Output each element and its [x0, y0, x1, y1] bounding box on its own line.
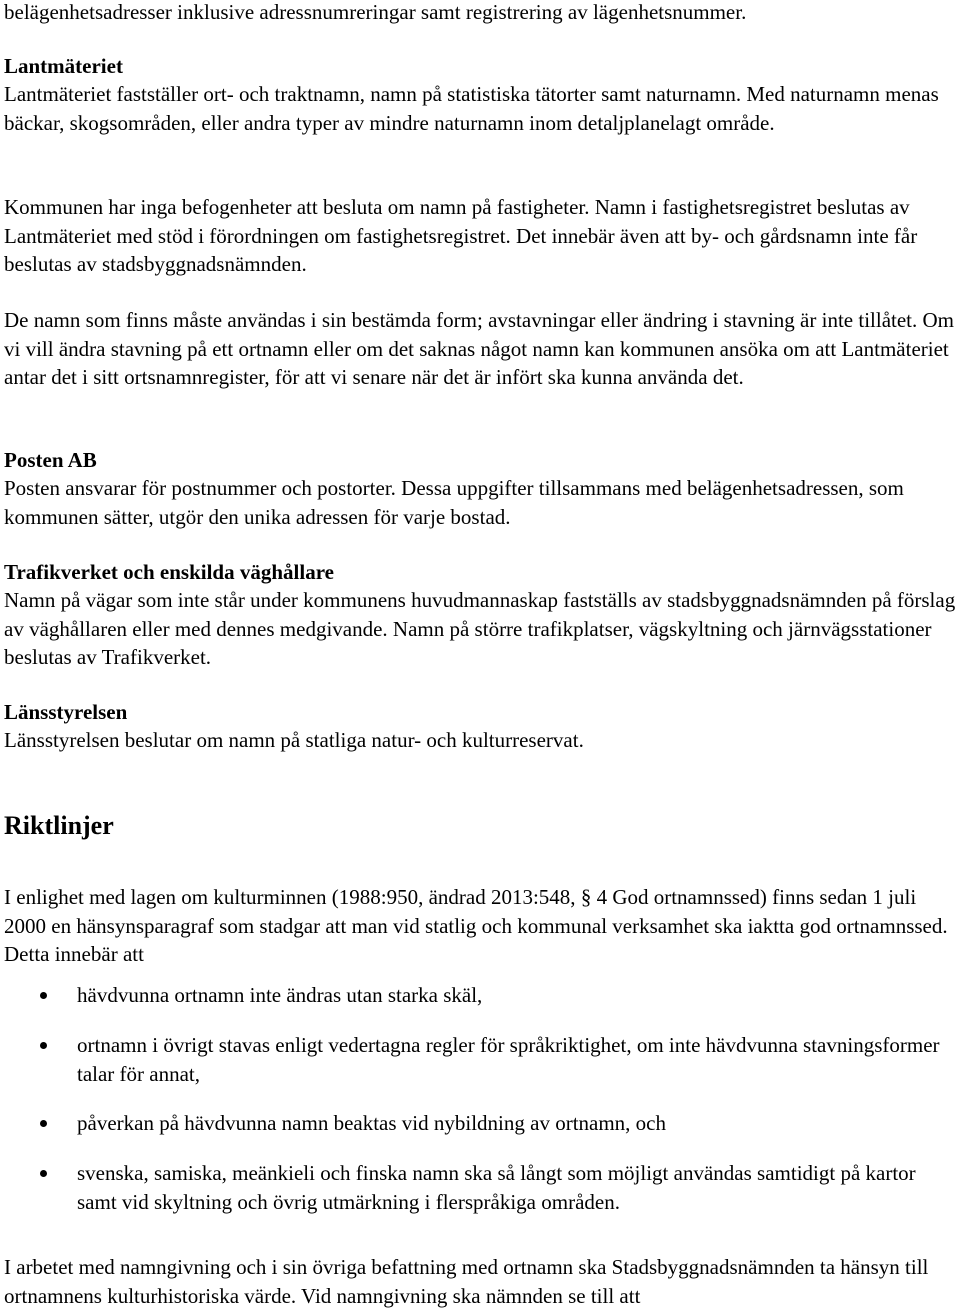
heading-lansstyrelsen: Länsstyrelsen — [4, 700, 128, 724]
bullet-icon — [40, 1170, 47, 1177]
intro-tail-text: belägenhetsadresser inklusive adressnumreringar samt registrering av lägenhetsnummer. — [4, 0, 747, 24]
bullet-icon — [40, 1042, 47, 1049]
list-item-text: svenska, samiska, meänkieli och finska namn ska så långt som möjligt användas samtidigt på kartor samt vid skyltning och övrig utmärkning i flerspråkiga områden. — [77, 1161, 916, 1214]
paragraph-trafikverket: Namn på vägar som inte står under kommunens huvudmannaskap fastställs av stadsbyggnadsnämnden på förslag av väghållaren eller med dennes medgivande. Namn på större trafikplatser, vägskyltning och järnvägsstationer beslutas av Trafikverket. — [4, 588, 956, 669]
heading-posten: Posten AB — [4, 448, 97, 472]
bullet-icon — [40, 992, 47, 999]
bullet-icon — [40, 1120, 47, 1127]
heading-riktlinjer: Riktlinjer — [4, 811, 114, 840]
paragraph-lantmateriet-3: De namn som finns måste användas i sin bestämda form; avstavningar eller ändring i stavning är inte tillåtet. Om vi vill ändra stavning på ett ortnamn eller om det saknas något namn kan kommunen ansöka om att Lantmäteriet antar det i sitt ortsnamnregister, för att vi senare när det är infört ska kunna använda det. — [4, 308, 955, 389]
paragraph-posten: Posten ansvarar för postnummer och postorter. Dessa uppgifter tillsammans med belägenhetsadressen, som kommunen sätter, utgör den unika adressen för varje bostad. — [4, 476, 904, 529]
section-symbol: § — [580, 885, 592, 909]
intro-text-after: 4 God ortnamnssed) finns sedan 1 juli 2000 en hänsynsparagraf som stadgar att man vid statlig och kommunal verksamhet ska iaktta god ortnamnssed. Detta innebär att — [4, 885, 948, 966]
list-item-text: påverkan på hävdvunna namn beaktas vid nybildning av ortnamn, och — [77, 1111, 667, 1135]
heading-lantmateriet: Lantmäteriet — [4, 54, 123, 78]
paragraph-lantmateriet-1: Lantmäteriet fastställer ort- och traktnamn, namn på statistiska tätorter samt naturnamn. Med naturnamn menas bäckar, skogsområden, eller andra typer av mindre naturnamn inom detaljplanelagt område. — [4, 82, 939, 135]
paragraph-lantmateriet-2: Kommunen har inga befogenheter att besluta om namn på fastigheter. Namn i fastighetsregistret beslutas av Lantmäteriet med stöd i förordningen om fastighetsregistret. Det innebär även att by- och gårdsnamn inte får beslutas av stadsbyggnadsnämnden. — [4, 195, 918, 276]
paragraph-riktlinjer-intro — [4, 883, 958, 969]
paragraph-riktlinjer-closing: I arbetet med namngivning och i sin övriga befattning med ortnamn ska Stadsbyggnadsnämnden ta hänsyn till ortnamnens kulturhistoriska värde. Vid namngivning ska nämnden se till att — [4, 1255, 929, 1308]
list-item-text: hävdvunna ortnamn inte ändras utan starka skäl, — [77, 983, 483, 1007]
intro-text-before: I enlighet med lagen om kulturminnen (1988:950, ändrad 2013:548, — [4, 885, 581, 909]
list-item-text: ortnamn i övrigt stavas enligt vedertagna regler för språkriktighet, om inte hävdvunna stavningsformer talar för annat, — [77, 1033, 940, 1086]
paragraph-lansstyrelsen: Länsstyrelsen beslutar om namn på statliga natur- och kulturreservat. — [4, 728, 584, 752]
heading-trafikverket: Trafikverket och enskilda väghållare — [4, 560, 334, 584]
